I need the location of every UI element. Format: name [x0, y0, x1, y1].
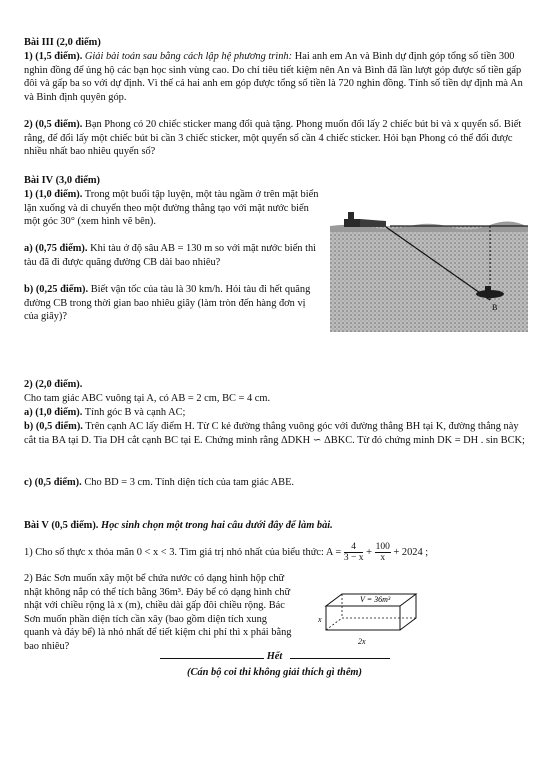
section-5-heading: Bài V (0,5 điểm). — [24, 520, 99, 531]
q-label: a) (1,0 điểm). — [24, 407, 83, 418]
ship-icon — [344, 212, 386, 227]
q-label: 1) (1,5 điểm). — [24, 51, 83, 62]
q-label: 1) (1,0 điểm). — [24, 189, 83, 200]
q-instruction: Giải bài toán sau bằng cách lập hệ phương trình: — [84, 51, 293, 62]
section-4-question-2a — [24, 406, 528, 420]
section-5-question-1 — [24, 542, 528, 563]
section-4-question-2b — [24, 420, 528, 447]
q-label: b) (0,25 điểm). — [24, 284, 89, 295]
sea-water — [330, 226, 528, 332]
q-text: Tính góc B và cạnh AC; — [84, 407, 186, 418]
section-3-question-1 — [24, 50, 528, 104]
q-text: Trong một buổi tập luyện, một tàu ngầm ở trên mặt biển lặn xuống và di chuyển theo một đường thẳng tạo với mặt nước biển một góc 30° (xem hình vẽ bên). — [24, 189, 319, 228]
section-4-question-a — [24, 242, 320, 269]
q-label: b) (0,5 điểm). — [24, 421, 83, 432]
section-4-question-2c — [24, 476, 528, 490]
section-5-instruction: Học sinh chọn một trong hai câu dưới đây để làm bài. — [100, 520, 333, 531]
q-text: Bạn Phong có 20 chiếc sticker mang đổi quà tặng. Phong muốn đổi lấy 2 chiếc bút bi và x quyển sổ. Biết rằng, để đổi lấy một chiếc bút bi cần 3 chiếc sticker, một quyển sổ cần 4 chiếc sticker. Hỏi bạn Phong có thể đổi được nhiều nhất bao nhiêu quyển sổ? — [24, 119, 522, 158]
footer-note: (Cán bộ coi thi không giải thích gì thêm) — [187, 667, 362, 678]
q-text: Trên cạnh AC lấy điểm H. Từ C kẻ đường thẳng vuông góc với đường thẳng BH tại K, đường thẳng này cắt tia BA tại D. Tia DH cắt cạnh BC tại E. Chứng minh rằng ΔDKH ∽ ΔBKC. Từ đó chứng minh DK = DH . sin BCK; — [24, 421, 525, 446]
point-b-label: B — [492, 303, 498, 312]
q-label: c) (0,5 điểm). — [24, 477, 82, 488]
q-text: Biết vận tốc của tàu là 30 km/h. Hỏi tàu đi hết quãng đường CB trong thời gian bao nhiêu giây (làm tròn đến hàng đơn vị của giây)? — [24, 284, 311, 323]
section-4-question-1 — [24, 188, 320, 229]
q-text: Khi tàu ở độ sâu AB = 130 m so với mặt nước biển thì tàu đã đi được quãng đường CB dài bao nhiêu? — [24, 243, 317, 268]
plus-sign: + — [366, 546, 372, 558]
length-label: 2x — [358, 637, 366, 646]
water-tank-figure — [318, 584, 428, 648]
section-4-question-2 — [24, 378, 528, 392]
q-label: 2) (0,5 điểm). — [24, 119, 83, 130]
section-4-question-2-text: Cho tam giác ABC vuông tại A, có AB = 2 cm, BC = 4 cm. — [24, 393, 271, 404]
q-text-b: + 2024 ; — [393, 546, 429, 558]
q-text-a: 1) Cho số thực x thỏa mãn 0 < x < 3. Tìm giá trị nhỏ nhất của biểu thức: A = — [24, 546, 342, 558]
section-3-title: Bài III (2,0 điểm) — [24, 37, 101, 48]
q-label: a) (0,75 điểm). — [24, 243, 88, 254]
q-text: Hai anh em An và Bình dự định góp tổng số tiền 300 nghìn đồng để ủng hộ các bạn học sinh vùng cao. Do chỉ tiêu tiết kiệm nên An và Bình đã lần lượt góp được số tiền gấp đôi và gấp ba so với dự định. Vì thế cả hai anh em góp được tổng số tiền là 720 nghìn đồng. Tính số tiền dự định mà An và Bình định quyên góp. — [24, 51, 523, 103]
section-5-question-2: 2) Bác Sơn muốn xây một bể chứa nước có dạng hình hộp chữ nhật không nắp có thể tích bằng 36m³. Đáy bể có dạng hình chữ nhật với chiều rộng là x (m), chiều dài gấp đôi chiều rộng. Bác Sơn muốn phần diện tích cần xây (bao gồm diện tích xung quanh và đáy bể) là nhỏ nhất để tiết kiệm chi phí thì x phải bằng bao nhiêu? — [24, 573, 292, 652]
section-5-title — [24, 519, 528, 533]
section-3-question-2 — [24, 118, 528, 159]
fraction-1: $\frac{4}{3 - x}$ — [343, 542, 364, 563]
section-4-title: Bài IV (3,0 điểm) — [24, 175, 101, 186]
section-4-question-b — [24, 283, 320, 324]
width-label: x — [318, 615, 322, 624]
fraction-2: $\frac{100}{x}$ — [375, 542, 390, 563]
volume-label: V = 36m³ — [360, 595, 391, 604]
end-line-right — [290, 658, 390, 659]
q-text: Cho BD = 3 cm. Tính diện tích của tam giác ABE. — [84, 477, 295, 488]
q-label: 2) (2,0 điểm). — [24, 379, 83, 390]
end-marker: Hết — [266, 651, 283, 662]
submarine-figure — [330, 190, 528, 336]
